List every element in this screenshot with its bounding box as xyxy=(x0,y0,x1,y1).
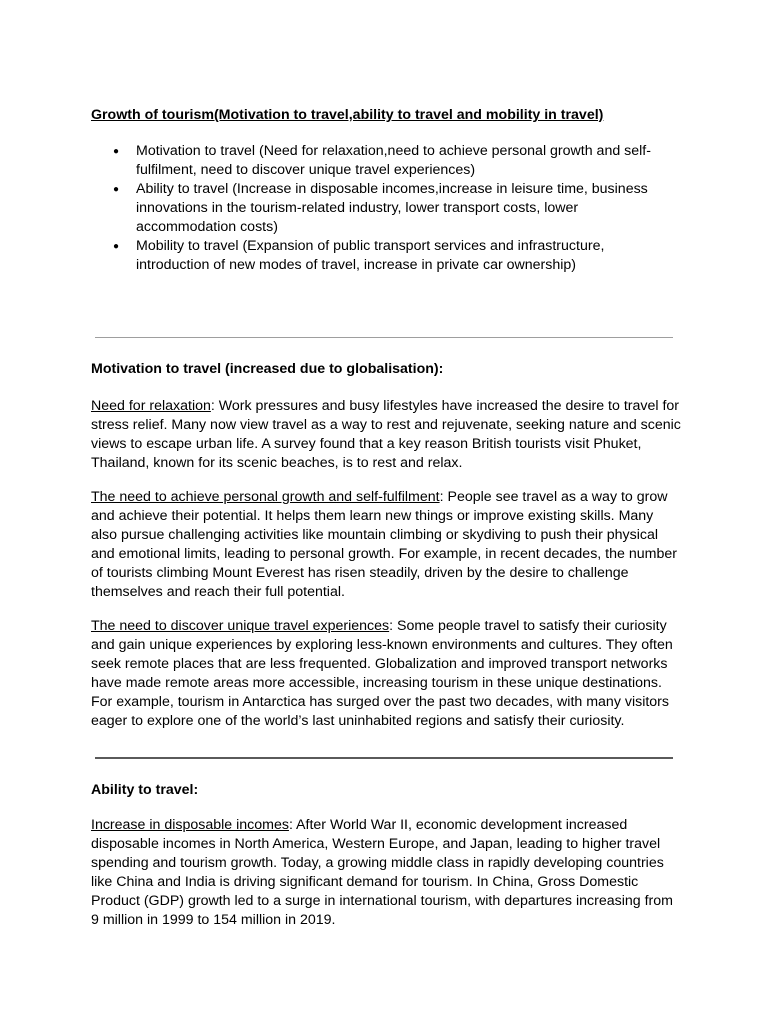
term-need-for-relaxation: Need for relaxation xyxy=(91,398,211,414)
text-disposable-incomes: : After World War II, economic development increased disposable incomes in North America, Western Europe, and Japan, leading to higher travel spending and tourism growth. Today, a growing middle class in rapidly developing countries like China and India is driving significant demand for tourism. In China, Gross Domestic Product (GDP) growth led to a surge in international tourism, with departures increasing from 9 million in 1999 to 154 million in 2019. xyxy=(91,817,673,928)
summary-bullet-list xyxy=(91,142,681,275)
paragraph-personal-growth xyxy=(91,488,681,602)
text-personal-growth: : People see travel as a way to grow and achieve their potential. It helps them learn new things or improve existing skills. Many also pursue challenging activities like mountain climbing or skydiving to push their physical and emotional limits, leading to personal growth. For example, in recent decades, the number of tourists climbing Mount Everest has risen steadily, driven by the desire to challenge themselves and reach their full potential. xyxy=(91,489,677,600)
paragraph-disposable-incomes xyxy=(91,816,681,930)
ability-heading: Ability to travel: xyxy=(91,782,199,798)
section-divider-1 xyxy=(95,337,673,338)
motivation-heading: Motivation to travel (increased due to globalisation): xyxy=(91,361,444,377)
section-divider-2 xyxy=(95,757,673,759)
text-unique-experiences: : Some people travel to satisfy their curiosity and gain unique experiences by exploring less-known environments and cultures. They often seek remote places that are less frequented. Globalization and improved transport networks have made remote areas more accessible, increasing tourism in these unique destinations. For example, tourism in Antarctica has surged over the past two decades, with many visitors eager to explore one of the world’s last uninhabited regions and satisfy their curiosity. xyxy=(91,618,673,729)
bullet-mobility: ● Mobility to travel (Expansion of public transport services and infrastructure, introduction of new modes of travel, increase in private car ownership) xyxy=(136,237,681,275)
paragraph-need-for-relaxation xyxy=(91,397,681,473)
bullet-motivation: ● Motivation to travel (Need for relaxation,need to achieve personal growth and self-fulfilment, need to discover unique travel experiences) xyxy=(136,142,681,180)
term-unique-experiences: The need to discover unique travel experiences xyxy=(91,618,390,634)
text-need-for-relaxation: : Work pressures and busy lifestyles have increased the desire to travel for stress relief. Many now view travel as a way to rest and rejuvenate, seeking nature and scenic views to escape urban life. A survey found that a key reason British tourists visit Phuket, Thailand, known for its scenic beaches, is to rest and relax. xyxy=(91,398,681,471)
term-disposable-incomes: Increase in disposable incomes xyxy=(91,817,289,833)
paragraph-unique-experiences xyxy=(91,617,681,731)
page-title: Growth of tourism(Motivation to travel,ability to travel and mobility in travel) xyxy=(91,107,604,123)
document-content xyxy=(91,106,681,930)
term-personal-growth: The need to achieve personal growth and self-fulfilment xyxy=(91,489,440,505)
bullet-ability: ● Ability to travel (Increase in disposable incomes,increase in leisure time, business innovations in the tourism-related industry, lower transport costs, lower accommodation costs) xyxy=(136,180,681,237)
